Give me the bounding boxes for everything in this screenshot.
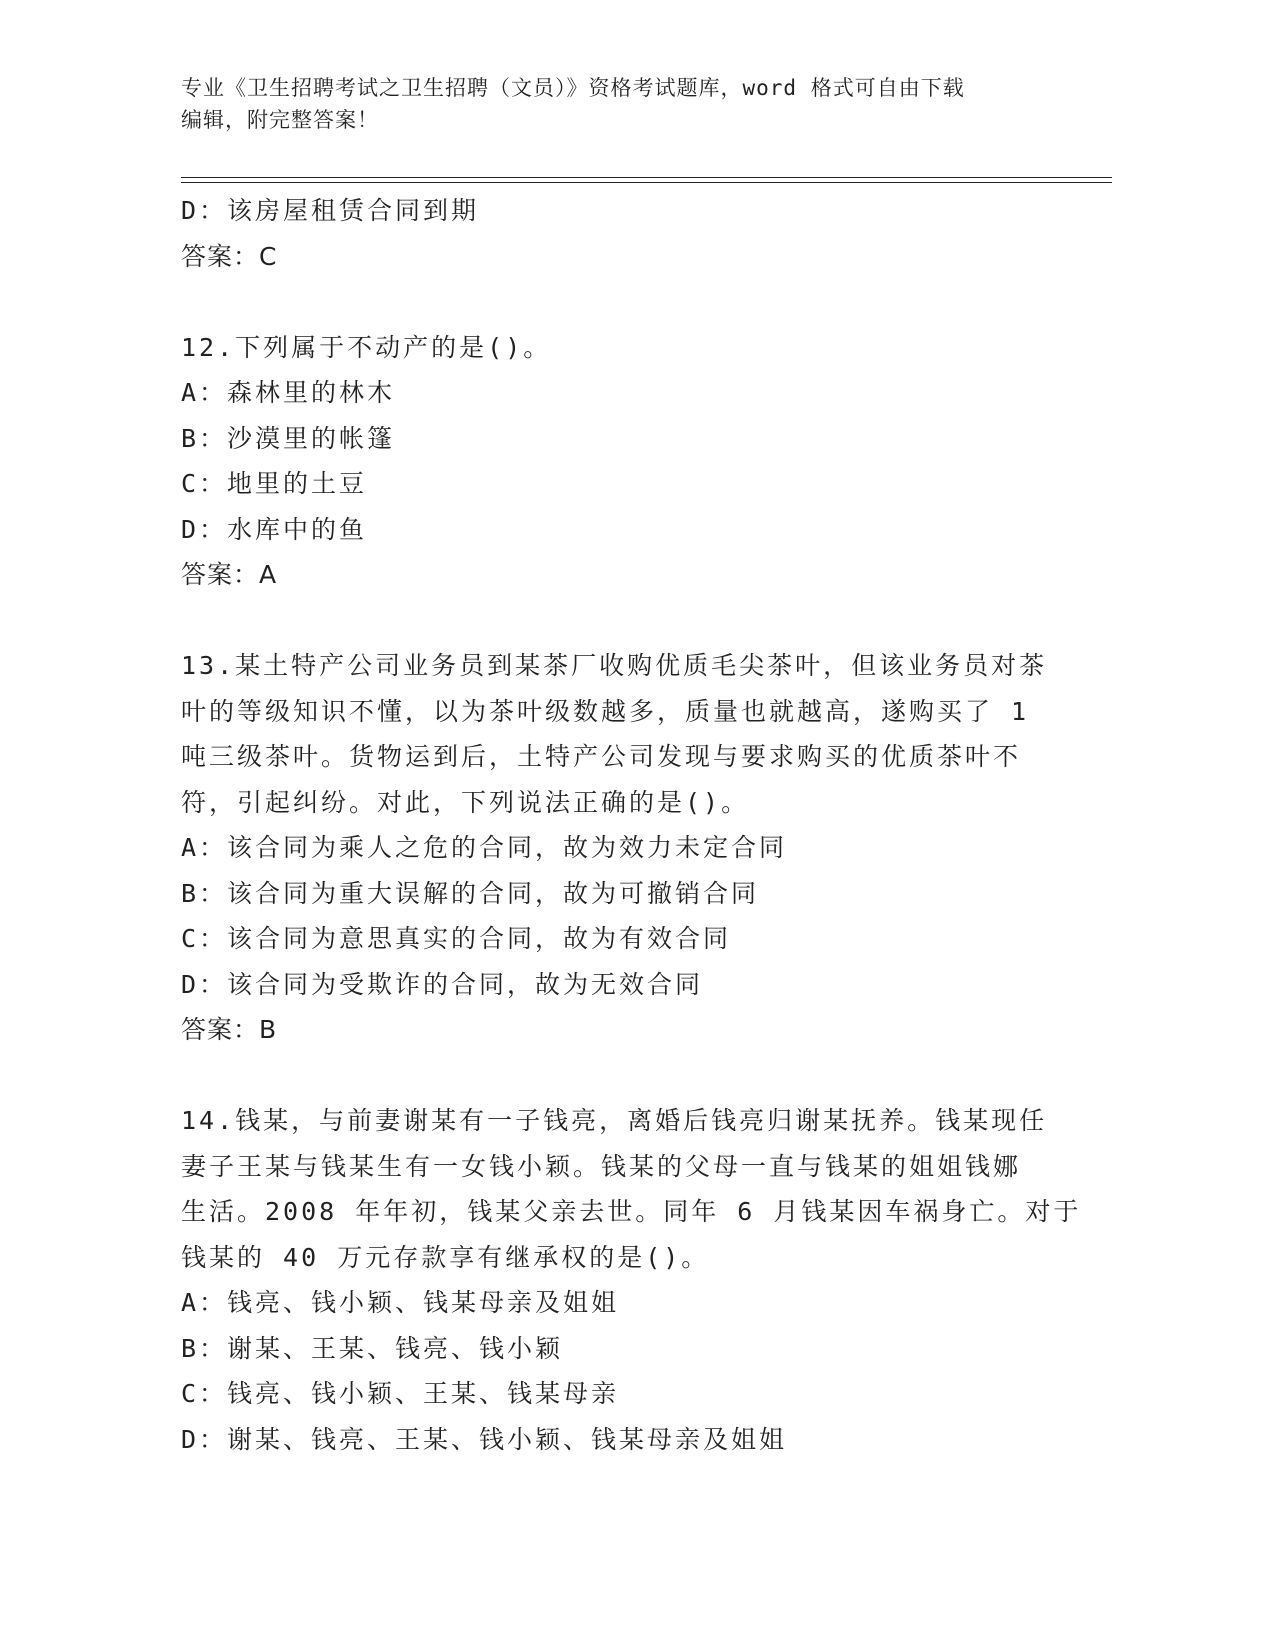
- option-c: C：该合同为意思真实的合同，故为有效合同: [181, 924, 732, 953]
- prev-answer: 答案：C: [181, 241, 278, 271]
- header-line-2: 编辑，附完整答案！: [181, 108, 379, 132]
- option-a: A：森林里的林木: [181, 378, 396, 407]
- question-list: [181, 188, 1081, 1462]
- question-stem-line: 13.某土特产公司业务员到某茶厂收购优质毛尖茶叶，但该业务员对茶: [181, 651, 1048, 680]
- question-stem-line: 叶的等级知识不懂，以为茶叶级数越多，质量也就越高，遂购买了 1: [181, 696, 1030, 726]
- spacer: [181, 598, 1081, 644]
- option-b: B：沙漠里的帐篷: [181, 423, 396, 453]
- prev-option-d: D：该房屋租赁合同到期: [181, 196, 480, 225]
- question-stem: 12.下列属于不动产的是()。: [181, 332, 552, 362]
- question-12: [181, 325, 1081, 598]
- header-divider-top: [181, 177, 1112, 178]
- header-line-1: 专业《卫生招聘考试之卫生招聘（文员）》资格考试题库，word 格式可自由下载: [181, 76, 965, 100]
- question-stem-line: 钱某的 40 万元存款享有继承权的是()。: [181, 1242, 710, 1272]
- option-a: A：钱亮、钱小颖、钱某母亲及姐姐: [181, 1288, 620, 1317]
- header-divider-bottom: [181, 182, 1112, 183]
- question-stem-line: 符，引起纠纷。对此，下列说法正确的是()。: [181, 787, 750, 817]
- option-c: C：钱亮、钱小颖、王某、钱某母亲: [181, 1379, 620, 1408]
- option-d: D：谢某、钱亮、王某、钱小颖、钱某母亲及姐姐: [181, 1424, 788, 1454]
- answer: 答案：B: [181, 1015, 278, 1044]
- spacer: [181, 1053, 1081, 1099]
- question-stem-line: 生活。2008 年年初，钱某父亲去世。同年 6 月钱某因车祸身亡。对于: [181, 1197, 1082, 1226]
- question-stem-line: 14.钱某，与前妻谢某有一子钱亮，离婚后钱亮归谢某抚养。钱某现任: [181, 1106, 1048, 1135]
- document-header: [181, 72, 1061, 136]
- question-13: [181, 643, 1081, 1053]
- option-a: A：该合同为乘人之危的合同，故为效力未定合同: [181, 833, 788, 862]
- spacer: [181, 279, 1081, 325]
- option-c: C：地里的土豆: [181, 469, 368, 498]
- option-b: B：该合同为重大误解的合同，故为可撤销合同: [181, 878, 760, 908]
- question-stem-line: 吨三级茶叶。货物运到后，土特产公司发现与要求购买的优质茶叶不: [181, 742, 1022, 771]
- option-d: D：水库中的鱼: [181, 514, 368, 544]
- question-stem-line: 妻子王某与钱某生有一女钱小颖。钱某的父母一直与钱某的姐姐钱娜: [181, 1151, 1022, 1181]
- option-b: B：谢某、王某、钱亮、钱小颖: [181, 1333, 564, 1363]
- question-14: [181, 1098, 1081, 1462]
- option-d: D：该合同为受欺诈的合同，故为无效合同: [181, 969, 704, 999]
- answer: 答案：A: [181, 560, 278, 589]
